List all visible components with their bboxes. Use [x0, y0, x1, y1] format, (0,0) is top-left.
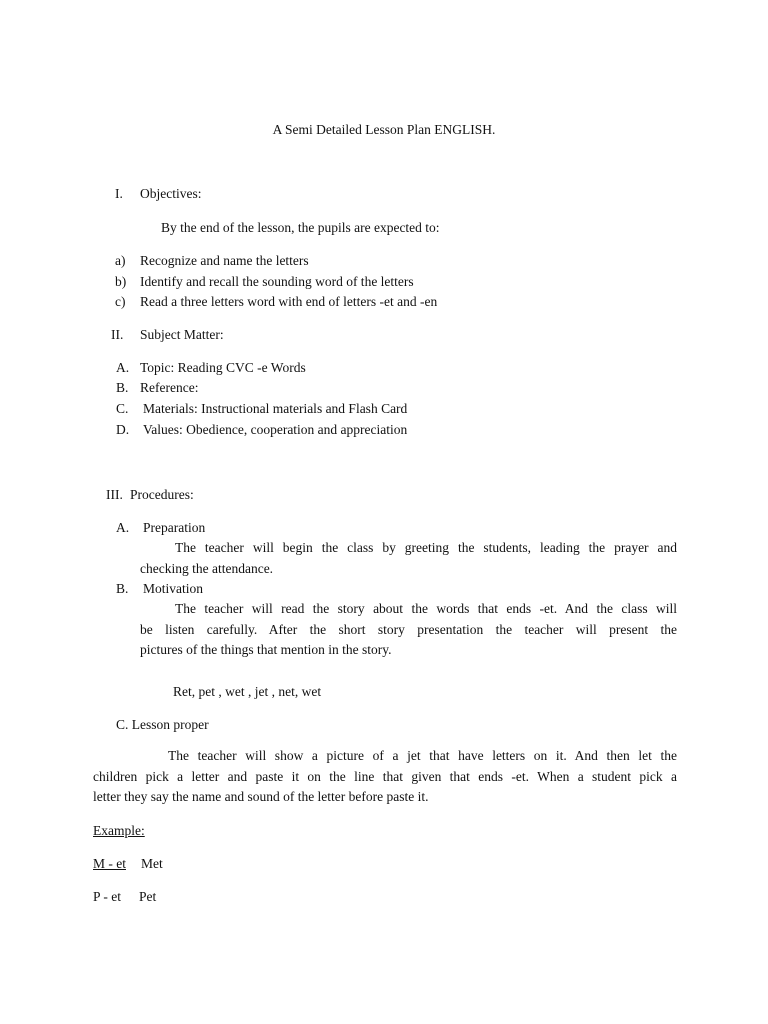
- motivation-heading: Motivation: [143, 581, 203, 596]
- subject-marker: C.: [116, 401, 129, 416]
- section-3-number: III.: [106, 487, 123, 502]
- motivation-paragraph: [140, 599, 677, 661]
- preparation-paragraph: [140, 538, 677, 579]
- objective-marker: b): [115, 274, 127, 289]
- example-label: Example:: [93, 823, 145, 838]
- paragraph-line: checking the attendance.: [140, 560, 274, 576]
- section-2-number: II.: [111, 327, 124, 342]
- lesson-proper-heading: C. Lesson proper: [116, 717, 209, 732]
- subject-item: Values: Obedience, cooperation and appreciation: [143, 422, 408, 437]
- example-word: Met: [141, 856, 163, 871]
- example-split: P - et: [93, 889, 121, 904]
- section-1-heading: Objectives:: [140, 186, 202, 201]
- paragraph-line: letter they say the name and sound of the letter before paste it.: [93, 789, 429, 804]
- subject-marker: D.: [116, 422, 130, 437]
- paragraph-line: be listen carefully. After the short story presentation the teacher will present the: [140, 621, 677, 637]
- subject-item: Reference:: [140, 380, 199, 395]
- section-3-heading: Procedures:: [130, 487, 194, 502]
- paragraph-line: children pick a letter and paste it on the line that given that ends -et. When a student pick a: [93, 768, 677, 784]
- subject-item: Topic: Reading CVC -e Words: [140, 360, 306, 375]
- preparation-heading: Preparation: [143, 520, 206, 535]
- objective-item: Read a three letters word with end of letters -et and -en: [140, 294, 438, 309]
- section-2-heading: Subject Matter:: [140, 327, 224, 342]
- objectives-intro: By the end of the lesson, the pupils are expected to:: [161, 220, 440, 235]
- example-split: M - et: [93, 856, 126, 871]
- objective-item: Identify and recall the sounding word of the letters: [140, 274, 414, 289]
- paragraph-line: The teacher will show a picture of a jet that have letters on it. And then let the: [168, 748, 677, 763]
- paragraph-line: The teacher will read the story about the words that ends -et. And the class will: [175, 601, 677, 616]
- objective-marker: c): [115, 294, 126, 309]
- paragraph-line: pictures of the things that mention in the story.: [140, 642, 392, 657]
- objective-marker: a): [115, 253, 126, 268]
- paragraph-line: The teacher will begin the class by greeting the students, leading the prayer and: [175, 540, 677, 555]
- subject-marker: A.: [116, 360, 130, 375]
- word-list: Ret, pet , wet , jet , net, wet: [173, 684, 322, 699]
- subject-item: Materials: Instructional materials and Flash Card: [143, 401, 408, 416]
- procedure-marker: B.: [116, 581, 129, 596]
- section-1-number: I.: [115, 186, 123, 201]
- example-word: Pet: [139, 889, 157, 904]
- lesson-proper-paragraph: [93, 746, 677, 808]
- document-title: A Semi Detailed Lesson Plan ENGLISH.: [272, 122, 496, 137]
- procedure-marker: A.: [116, 520, 130, 535]
- objective-item: Recognize and name the letters: [140, 253, 309, 268]
- subject-marker: B.: [116, 380, 129, 395]
